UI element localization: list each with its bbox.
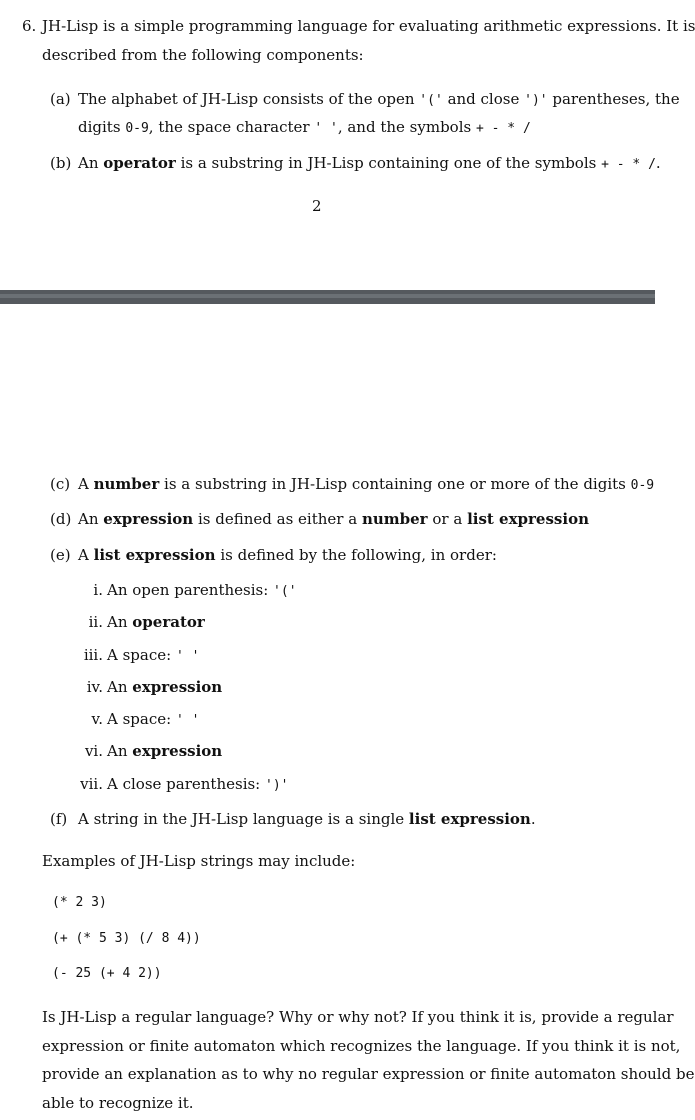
- symbols-code: + - * /: [475, 121, 531, 136]
- example-code: (* 2 3): [52, 895, 107, 910]
- question-number: 6.: [22, 17, 37, 35]
- item-e-label: (e): [50, 546, 71, 564]
- sub-item-text: [107, 775, 289, 793]
- item-f-text: A string in the JH-Lisp language is a single: [78, 810, 405, 828]
- item-a-line-2: [78, 118, 531, 136]
- item-a-line-1: [78, 90, 680, 108]
- item-a-text-1: The alphabet of JH-Lisp consists of the open: [78, 90, 415, 108]
- item-f-line: [78, 810, 536, 828]
- digits-code: 0-9: [125, 121, 149, 136]
- item-a-space-label: , the space character: [148, 118, 310, 136]
- example-code: (- 25 (+ 4 2)): [52, 966, 162, 981]
- sub-item-term: expression: [132, 678, 223, 696]
- item-f-end: .: [530, 810, 536, 828]
- item-f-label: (f): [50, 810, 68, 828]
- item-b-end: .: [655, 154, 661, 172]
- item-c-text-1: A: [78, 475, 89, 493]
- sub-item-text: [107, 581, 297, 599]
- term-list-expression: list expression: [467, 510, 589, 528]
- item-e-text-1: A: [78, 546, 89, 564]
- sub-item-number: vi.: [84, 742, 103, 760]
- item-b-text-2: is a substring in JH-Lisp containing one of the symbols: [180, 154, 597, 172]
- sub-item-text: [107, 710, 199, 728]
- item-e-line: [78, 546, 497, 564]
- sub-item-number: v.: [91, 710, 103, 728]
- examples-heading: Examples of JH-Lisp strings may include:: [42, 852, 356, 870]
- digits-code-c: 0-9: [630, 478, 655, 493]
- example-code: (+ (* 5 3) (/ 8 4)): [52, 931, 201, 946]
- sub-item-text: [107, 678, 222, 696]
- term-list-expression-e: list expression: [93, 546, 216, 564]
- item-d-text-2: is defined as either a: [197, 510, 358, 528]
- sub-item-code: ' ': [175, 649, 200, 664]
- item-b-label: (b): [50, 154, 72, 172]
- sub-item-text: [107, 646, 199, 664]
- term-number: number: [93, 475, 160, 493]
- question-line: able to recognize it.: [42, 1094, 194, 1112]
- item-e-text-2: is defined by the following, in order:: [220, 546, 497, 564]
- term-number-d: number: [361, 510, 428, 528]
- symbols-code-b: + - * /: [601, 157, 656, 172]
- open-paren-quoted: '(': [419, 93, 443, 108]
- sub-item-label: A space:: [107, 710, 172, 728]
- sub-item-label: An: [107, 678, 128, 696]
- item-d-text-3: or a: [432, 510, 463, 528]
- item-b-line: [78, 154, 661, 172]
- sub-item-code: ' ': [175, 713, 200, 728]
- sub-item-number: ii.: [88, 613, 103, 631]
- sub-item-label: An open parenthesis:: [107, 581, 269, 599]
- item-d-label: (d): [50, 510, 72, 528]
- term-list-expression-f: list expression: [408, 810, 531, 828]
- question-line: expression or finite automaton which recognizes the language. If you think it is not,: [42, 1037, 681, 1055]
- item-a-symbols-label: , and the symbols: [337, 118, 472, 136]
- item-a-label: (a): [50, 90, 71, 108]
- sub-item-label: An: [107, 742, 128, 760]
- item-d-text-1: An: [78, 510, 99, 528]
- sub-item-label: A space:: [107, 646, 172, 664]
- page-number: 2: [312, 197, 322, 215]
- item-c-text-2: is a substring in JH-Lisp containing one or more of the digits: [164, 475, 626, 493]
- item-a-text-2: and close: [447, 90, 520, 108]
- sub-item-number: iv.: [86, 678, 103, 696]
- item-c-line: [78, 475, 654, 493]
- item-b-text-1: An: [78, 154, 99, 172]
- item-c-label: (c): [50, 475, 71, 493]
- sub-item-text: [107, 742, 222, 760]
- term-expression: expression: [103, 510, 194, 528]
- term-operator: operator: [103, 154, 176, 172]
- sub-item-term: operator: [132, 613, 205, 631]
- sub-item-label: A close parenthesis:: [107, 775, 261, 793]
- item-a-text-3: parentheses, the: [552, 90, 680, 108]
- sub-item-number: vii.: [80, 775, 103, 793]
- sub-item-label: An: [107, 613, 128, 631]
- sub-item-term: expression: [132, 742, 223, 760]
- close-paren-quoted: ')': [524, 93, 548, 108]
- question-line: Is JH-Lisp a regular language? Why or why not? If you think it is, provide a regular: [42, 1008, 674, 1026]
- item-d-line: [78, 510, 589, 528]
- sub-item-code: ')': [265, 778, 289, 793]
- intro-line-2: described from the following components:: [42, 46, 364, 64]
- space-quoted: ' ': [314, 121, 338, 136]
- sub-item-code: '(': [273, 584, 297, 599]
- sub-item-number: i.: [93, 581, 103, 599]
- sub-item-text: [107, 613, 205, 631]
- page-break-divider: [0, 290, 655, 304]
- item-a-digits-label: digits: [78, 118, 121, 136]
- question-line: provide an explanation as to why no regular expression or finite automaton should be: [42, 1065, 695, 1083]
- sub-item-number: iii.: [83, 646, 103, 664]
- intro-line-1: JH-Lisp is a simple programming language for evaluating arithmetic expressions. It is: [42, 17, 695, 35]
- divider-highlight: [0, 294, 655, 298]
